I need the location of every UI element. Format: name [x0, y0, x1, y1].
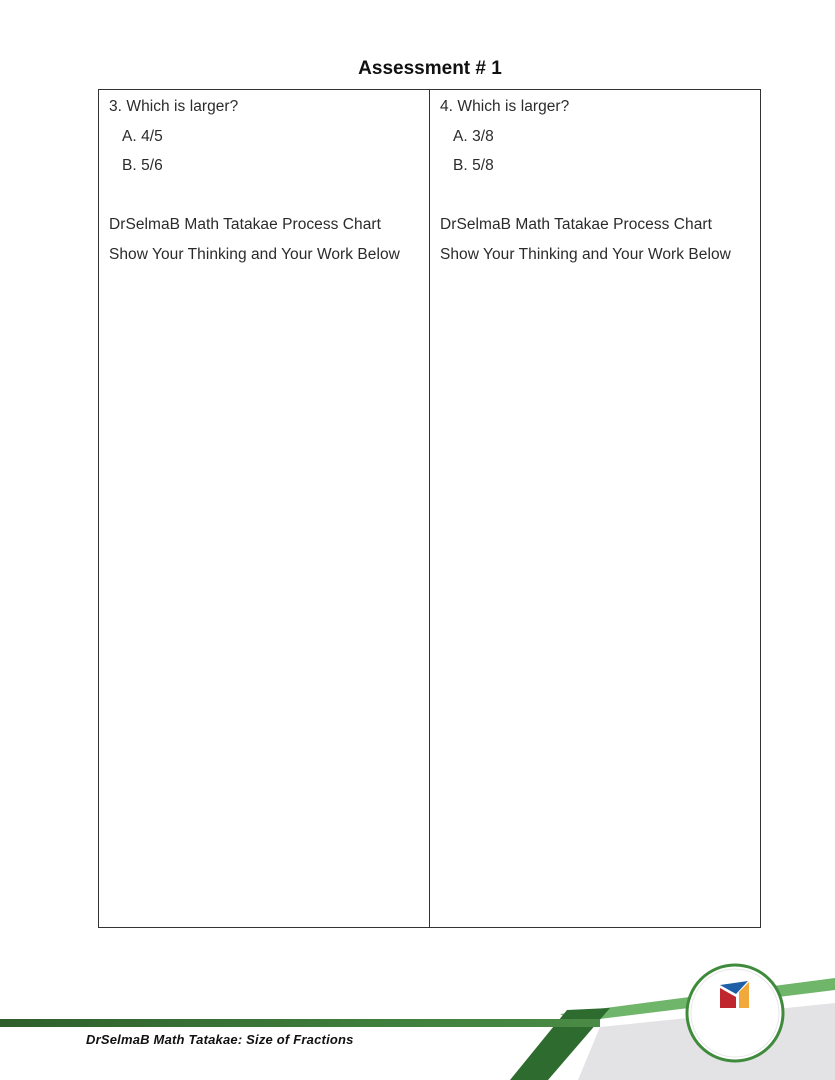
question-cell-4 [429, 90, 760, 927]
logo-red-shape [720, 988, 736, 1008]
footer-green-stripe-light [560, 978, 835, 1022]
question-cell-3 [99, 90, 429, 927]
logo-icon [720, 981, 749, 1008]
option-a: A. 4/5 [122, 128, 163, 145]
process-chart-heading: DrSelmaB Math Tatakae Process Chart [440, 216, 712, 233]
logo-orange-shape [739, 982, 749, 1008]
option-b: B. 5/8 [453, 157, 494, 174]
logo-ring [687, 965, 783, 1061]
option-a: A. 3/8 [453, 128, 494, 145]
process-chart-heading: DrSelmaB Math Tatakae Process Chart [109, 216, 381, 233]
logo-blue-shape [720, 981, 748, 994]
question-text: 4. Which is larger? [440, 98, 570, 115]
work-instruction: Show Your Thinking and Your Work Below [440, 246, 731, 263]
footer-gray-panel [578, 1003, 835, 1080]
assessment-table [98, 89, 761, 928]
work-instruction: Show Your Thinking and Your Work Below [109, 246, 400, 263]
page-title: Assessment # 1 [358, 58, 502, 79]
option-b: B. 5/6 [122, 157, 163, 174]
logo-ring-shadow [691, 969, 779, 1057]
footer-bar [0, 1019, 600, 1027]
footer-title: DrSelmaB Math Tatakae: Size of Fractions [86, 1032, 354, 1047]
question-text: 3. Which is larger? [109, 98, 239, 115]
